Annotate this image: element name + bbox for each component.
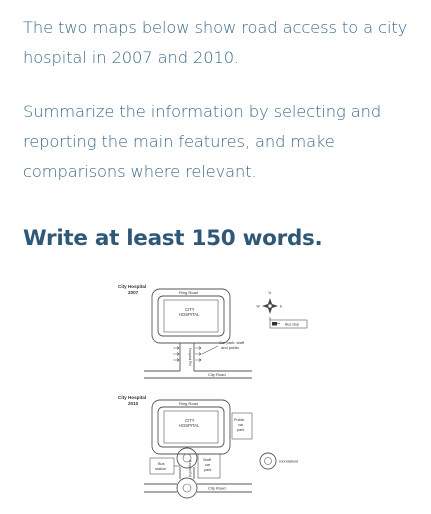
word-count-heading: Write at least 150 words. bbox=[23, 226, 323, 251]
map-2010-year: 2010 bbox=[128, 401, 139, 406]
bus-stop-legend-label: Bus stop bbox=[285, 322, 299, 327]
map-2010-staff-car-park-label-3: park bbox=[204, 468, 212, 472]
map-2010-hospital-road-label: Hospital Rd bbox=[188, 460, 192, 477]
map-2010-ring-road-label: Ring Road bbox=[179, 401, 198, 406]
map-2007-car-park-label-1: Car park: staff bbox=[219, 340, 245, 345]
compass-north: N bbox=[268, 291, 271, 295]
intro-paragraph: The two maps below show road access to a city hospital in 2007 and 2010. bbox=[23, 18, 408, 67]
map-2010-bus-station bbox=[150, 458, 174, 474]
map-2007-hospital-label-1: CITY bbox=[185, 307, 195, 312]
map-2010-roundabout-bottom bbox=[177, 478, 197, 498]
map-2010-public-car-park-label-1: Public bbox=[234, 418, 245, 422]
map-2010-public-car-park-label-3: park bbox=[237, 428, 245, 432]
map-2010 bbox=[118, 395, 299, 498]
map-2007-year: 2007 bbox=[128, 290, 139, 295]
map-2010-hospital-label-1: CITY bbox=[185, 418, 195, 423]
roundabout-legend-icon bbox=[260, 453, 276, 469]
map-2010-city-road-label: City Road bbox=[208, 485, 226, 491]
compass-icon bbox=[262, 298, 278, 314]
map-2010-staff-car-park-label-2: car bbox=[205, 463, 211, 467]
map-2007-parking-arrows bbox=[173, 347, 201, 362]
map-2007-ring-road-label: Ring Road bbox=[179, 290, 198, 295]
map-2007-car-park-pointer bbox=[202, 346, 218, 354]
map-2010-roundabout-bottom-inner bbox=[183, 484, 191, 492]
map-2007 bbox=[118, 284, 307, 378]
roundabout-legend-label: roundabout bbox=[279, 459, 299, 464]
instructions-paragraph: Summarize the information by selecting and reporting the main features, and make comparisons where relevant. bbox=[23, 102, 382, 181]
map-2007-hospital-label-2: HOSPITAL bbox=[179, 312, 200, 317]
map-2010-title: City Hospital bbox=[118, 395, 147, 400]
compass-south: S bbox=[268, 317, 272, 321]
roundabout-legend-icon-inner bbox=[265, 458, 272, 465]
map-2010-roundabout-top bbox=[177, 448, 197, 468]
map-2007-title: City Hospital bbox=[118, 284, 147, 289]
compass-west: W bbox=[256, 304, 260, 309]
map-2010-bus-station-label-2: station bbox=[155, 467, 167, 471]
map-2007-city-road-label: City Road bbox=[208, 372, 226, 377]
map-2010-staff-car-park-label-1: Staff bbox=[203, 458, 211, 462]
map-2007-hospital-road-label: Hospital Rd bbox=[188, 348, 192, 366]
compass-east: E bbox=[280, 304, 283, 309]
bus-stop-icon bbox=[272, 322, 280, 326]
map-2010-bus-station-label-1: Bus bbox=[158, 462, 165, 466]
map-2010-hospital-label-2: HOSPITAL bbox=[179, 423, 200, 428]
map-2010-public-car-park-label-2: car bbox=[238, 423, 244, 427]
hospital-maps-figure bbox=[110, 278, 315, 510]
map-2007-car-park-label-2: and public bbox=[221, 345, 240, 350]
